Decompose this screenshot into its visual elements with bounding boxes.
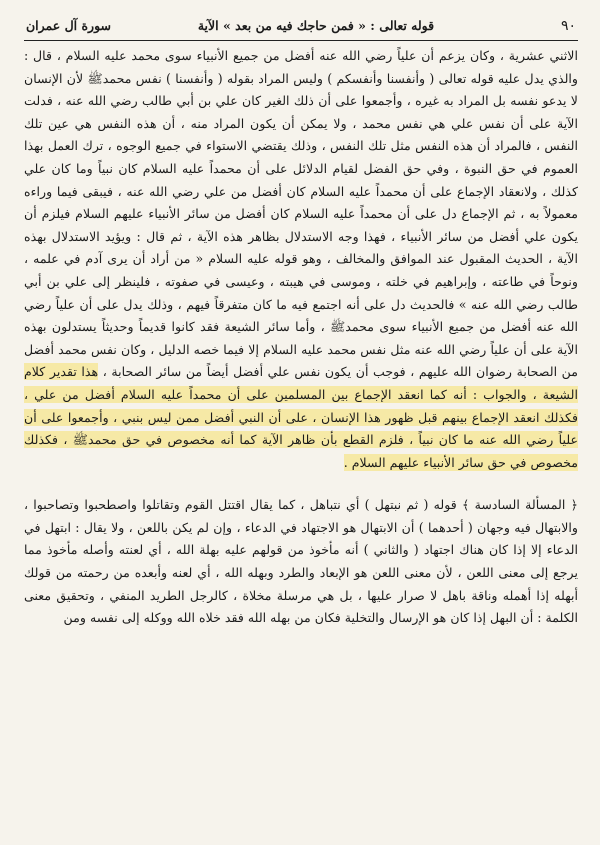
highlighted-answer-text: هذا تقدير كلام الشيعة ، والجواب : أنه كما انعقد الإجماع بين المسلمين على أن محمداً عليه السلام أفضل من علي ، فكذلك انعقد الإجماع بينهم قبل ظهور هذا الإنسان ، على أن النبي أفضل ممن ليس بنبي ، وأجمعوا على أن علياً رضي الله عنه ما كان نبياً ، فلزم القطع بأن ظاهر الآية كما أنه مخصوص في حق محمدﷺ ، فكذلك مخصوص في حق سائر الأنبياء عليهم السلام . xyxy=(24,364,578,470)
paragraph-gap xyxy=(24,474,578,494)
page-body xyxy=(24,45,578,630)
surah-title: سورة آل عمران xyxy=(26,18,112,33)
paragraph-sixth-issue: ﴿ المسألة السادسة ﴾ قوله ( ثم نبتهل ) أي نتباهل ، كما يقال اقتتل القوم وتقاتلوا واصطحبوا وتصاحبوا ، والابتهال فيه وجهان ( أحدهما ) أن الابتهال هو الاجتهاد في الدعاء ، وإن لم يكن باللعن ، ولا يقال : ابتهل في الدعاء إلا إذا كان هناك اجتهاد ( والثاني ) أنه مأخوذ من قولهم عليه بهلة الله ، أي لعنته وأصله مأخوذ مما يرجع إلى معنى اللعن ، لأن معنى اللعن هو الإبعاد والطرد وبهله الله ، أي لعنه وأبعده من رحمته من قولك أبهله إذا أهمله وناقة باهل لا صرار عليها ، بل هي مرسلة مخلاة ، كالرجل الطريد المنفي ، وتحقيق معنى الكلمة : أن البهل إذا كان هو الإرسال والتخلية فكان من بهله الله فقد خلاه الله ووكله إلى نفسه ومن xyxy=(24,497,578,626)
page-number: ٩٠ xyxy=(560,18,576,34)
verse-reference: قوله تعالى : « فمن حاجك فيه من بعد » الآية xyxy=(197,18,435,33)
page-header xyxy=(24,12,578,41)
paragraph-commentary xyxy=(24,45,578,474)
commentary-text: الاثني عشرية ، وكان يزعم أن علياً رضي الله عنه أفضل من جميع الأنبياء سوى محمد عليه السلام ، قال : والذي يدل عليه قوله تعالى ( وأنفسنا وأنفسكم ) وليس المراد بقوله ( وأنفسنا ) نفس محمدﷺ لأن الإنسان لا يدعو نفسه بل المراد به غيره ، وأجمعوا على أن ذلك الغير كان علي بن أبي طالب رضي الله عنه ، فدلت الآية على أن نفس علي هي نفس محمد ، ولا يمكن أن يكون المراد منه ، أن هذه النفس هي عين تلك النفس ، فالمراد أن هذه النفس مثل تلك النفس ، وذلك يقتضي الاستواء في جميع الوجوه ، ترك العمل بهذا العموم في حق النبوة ، وفي حق الفضل لقيام الدلائل على أن محمداً عليه السلام كان نبياً وما كان علي كذلك ، ولانعقاد الإجماع على أن محمداً عليه السلام كان أفضل من علي رضي الله عنه ، فيبقى فيما وراءه معمولاً به ، ثم الإجماع دل على أن محمداً عليه السلام كان أفضل من سائر الأنبياء عليهم السلام فيلزم أن يكون علي أفضل من سائر الأنبياء ، فهذا وجه الاستدلال بظاهر هذه الآية ، ثم قال : ويؤيد الاستدلال بهذه الآية ، الحديث المقبول عند الموافق والمخالف ، وهو قوله عليه السلام « من أراد أن يرى آدم في علمه ، ونوحاً في طاعته ، وإبراهيم في خلته ، وموسى في هيبته ، وعيسى في صفوته ، فلينظر إلى علي بن أبي طالب رضي الله عنه » فالحديث دل على أنه اجتمع فيه ما كان متفرقاً فيهم ، وذلك يدل على أن علياً رضي الله عنه أفضل من جميع الأنبياء سوى محمدﷺ ، وأما سائر الشيعة فقد كانوا قديماً وحديثاً يستدلون بهذه الآية على أن علياً رضي الله عنه مثل نفس محمد عليه السلام إلا فيما خصه الدليل ، وكان نفس محمد أفضل من الصحابة رضوان الله عليهم ، فوجب أن يكون نفس علي أفضل أيضاً من سائر الصحابة ، xyxy=(24,48,578,380)
